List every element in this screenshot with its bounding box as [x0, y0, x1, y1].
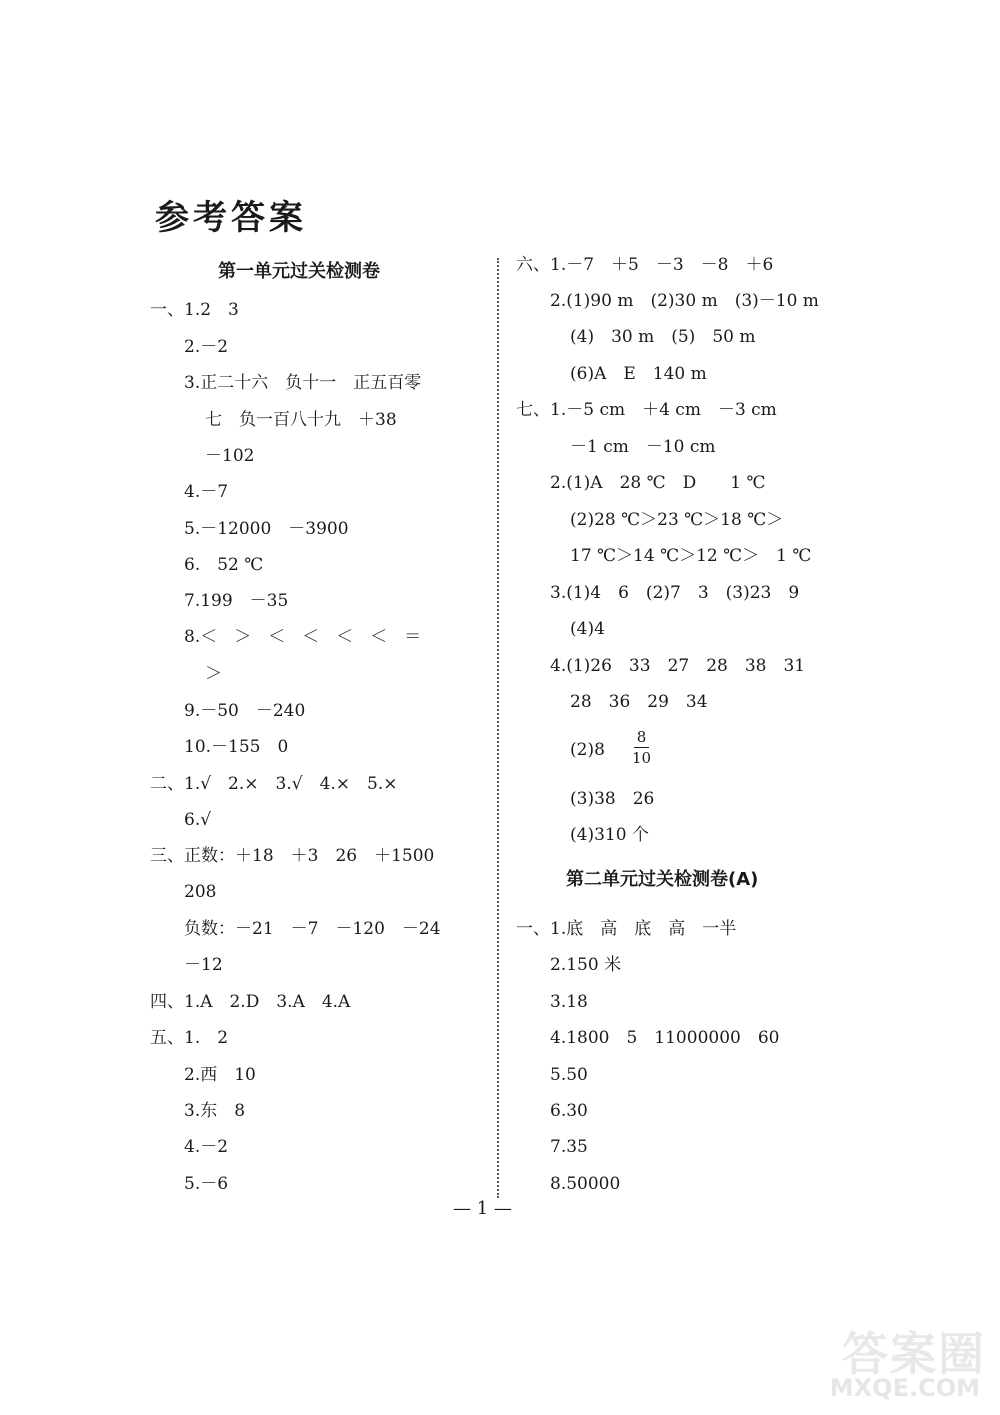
- answer-line: (2)28 ℃＞23 ℃＞18 ℃＞: [570, 510, 784, 530]
- answer-line: 七、1.－5 cm ＋4 cm －3 cm: [516, 400, 777, 420]
- answer-line: (2)8: [570, 740, 605, 760]
- answer-line: 一、1.2 3: [150, 300, 239, 320]
- answer-line: －102: [205, 446, 255, 466]
- answer-line: 6.30: [550, 1101, 588, 1121]
- answer-line: 17 ℃＞14 ℃＞12 ℃＞ 1 ℃: [570, 546, 812, 566]
- answer-line: 负数：－21 －7 －120 －24: [184, 919, 441, 939]
- watermark-logo: 答案圈: [842, 1327, 986, 1381]
- page-title: 参考答案: [155, 198, 307, 238]
- answer-line: (3)38 26: [570, 789, 655, 809]
- answer-line: 3.18: [550, 992, 588, 1012]
- answer-line: 5.－12000 －3900: [184, 519, 349, 539]
- fraction: [632, 730, 651, 766]
- answer-line: 3.正二十六 负十一 正五百零: [184, 373, 422, 393]
- column-divider: [497, 258, 499, 1198]
- fraction-denominator: 10: [632, 749, 652, 767]
- answer-line: 5.－6: [184, 1174, 229, 1194]
- answer-line: 2.(1)A 28 ℃ D 1 ℃: [550, 473, 766, 493]
- answer-line: 3.(1)4 6 (2)7 3 (3)23 9: [550, 583, 800, 603]
- answer-line: 二、1.√ 2.× 3.√ 4.× 5.×: [150, 774, 398, 794]
- answer-line: 208: [184, 882, 217, 902]
- answer-line: ＞: [205, 664, 222, 684]
- answer-line: (4)310 个: [570, 825, 649, 845]
- answer-line: 三、正数：＋18 ＋3 26 ＋1500: [150, 846, 435, 866]
- answer-line: 六、1.－7 ＋5 －3 －8 ＋6: [516, 255, 774, 275]
- answer-line: 6. 52 ℃: [184, 555, 264, 575]
- answer-line: 4.(1)26 33 27 28 38 31: [550, 656, 806, 676]
- watermark-url: MXQE.COM: [829, 1374, 980, 1402]
- watermark: [786, 1318, 986, 1408]
- page-number: — 1 —: [453, 1198, 512, 1219]
- answer-line: 28 36 29 34: [570, 692, 708, 712]
- answer-line: 5.50: [550, 1065, 588, 1085]
- answer-line: 4.－2: [184, 1137, 229, 1157]
- answer-line: －1 cm －10 cm: [570, 437, 716, 457]
- answer-line: 4.－7: [184, 482, 229, 502]
- answer-line: 7.35: [550, 1137, 588, 1157]
- answer-line: 2.西 10: [184, 1065, 256, 1085]
- answer-line: (4) 30 m (5) 50 m: [570, 327, 756, 347]
- answer-line: 七 负一百八十九 ＋38: [205, 410, 397, 430]
- answer-line: 8.50000: [550, 1174, 621, 1194]
- answer-line: 2.150 米: [550, 955, 622, 975]
- answer-line: (4)4: [570, 619, 605, 639]
- answer-line: 五、1. 2: [150, 1028, 229, 1048]
- section-heading-unit-1: 第一单元过关检测卷: [218, 261, 380, 282]
- answer-line: 8.＜ ＞ ＜ ＜ ＜ ＜ ＝: [184, 627, 422, 647]
- answer-line: 9.－50 －240: [184, 701, 306, 721]
- fraction-numerator: 8: [634, 730, 650, 748]
- answer-line: 6.√: [184, 810, 212, 830]
- answer-line: 7.199 －35: [184, 591, 289, 611]
- answer-line: (6)A E 140 m: [570, 364, 707, 384]
- answer-line: 10.－155 0: [184, 737, 289, 757]
- section-heading-unit-2: 第二单元过关检测卷(A): [566, 869, 759, 890]
- answer-line: 四、1.A 2.D 3.A 4.A: [150, 992, 351, 1012]
- answer-line: 3.东 8: [184, 1101, 246, 1121]
- answer-line: 4.1800 5 11000000 60: [550, 1028, 780, 1048]
- answer-line: －12: [184, 955, 223, 975]
- answer-line: 一、1.底 高 底 高 一半: [516, 919, 737, 939]
- answer-line: 2.－2: [184, 337, 229, 357]
- answer-line: 2.(1)90 m (2)30 m (3)－10 m: [550, 291, 819, 311]
